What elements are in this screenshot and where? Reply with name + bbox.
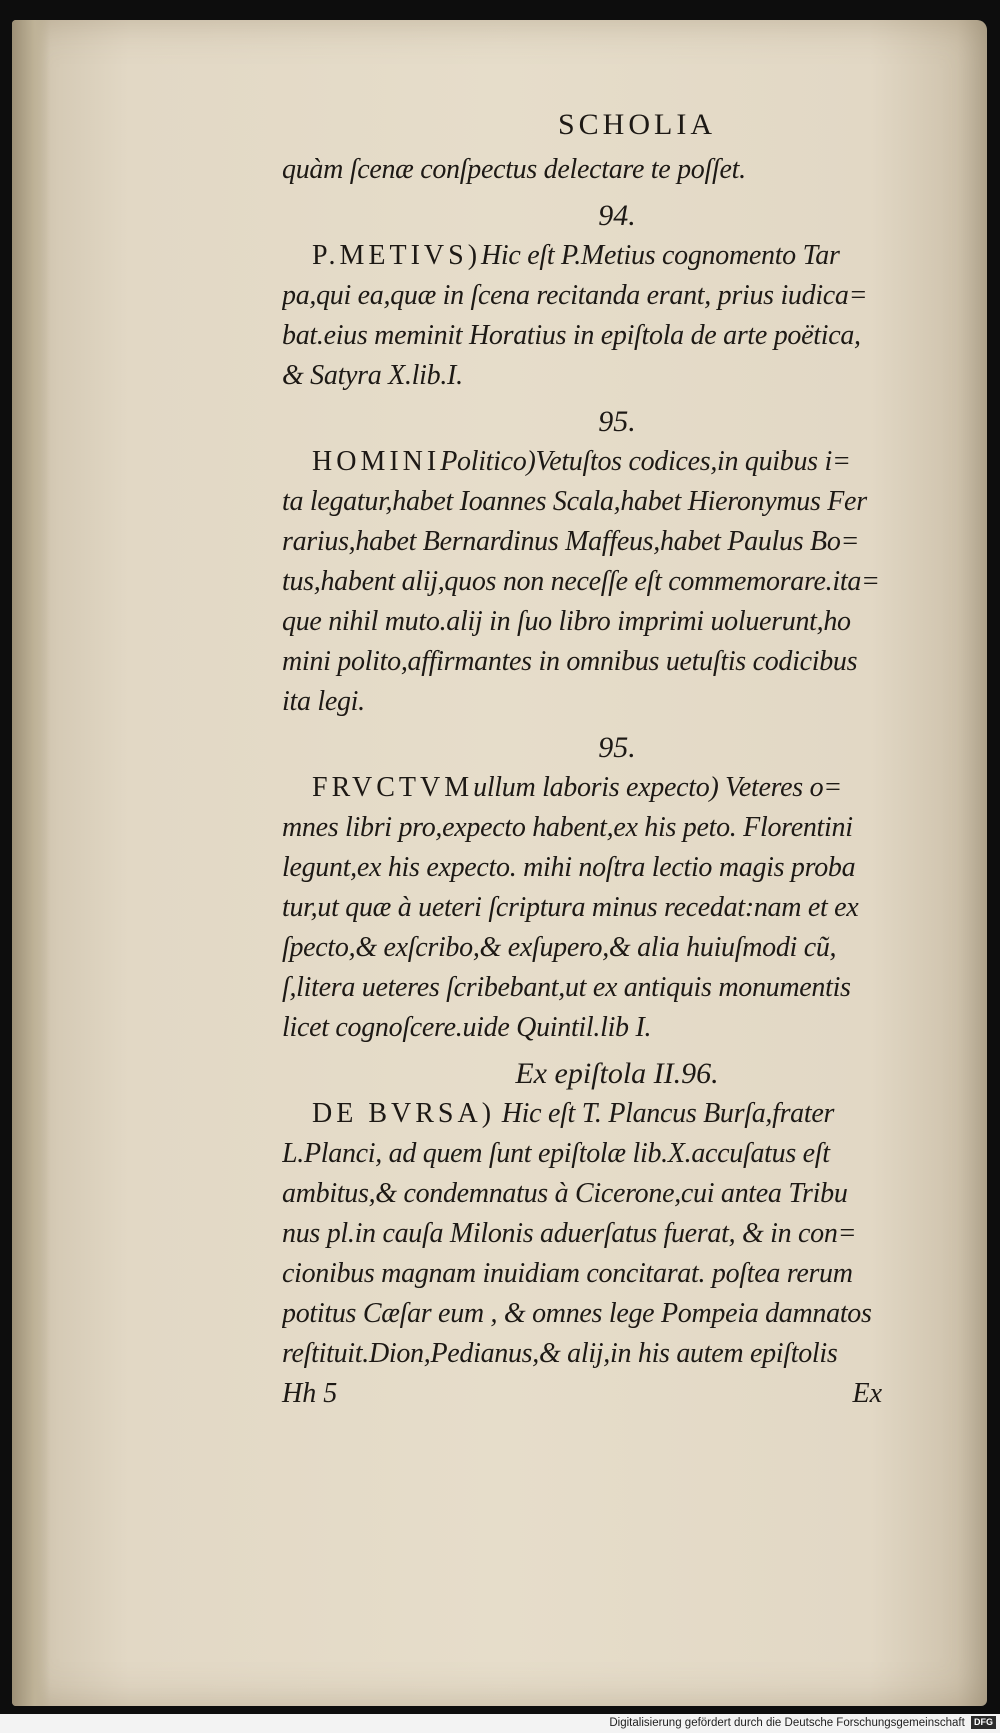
text-line xyxy=(282,642,952,682)
text-line xyxy=(282,356,952,396)
catchword: Ex xyxy=(852,1378,882,1409)
line-text: tur,ut quæ à ueteri ſcriptura minus recedat:nam et ex xyxy=(282,892,859,923)
note-number: Ex epiſtola II.96. xyxy=(515,1057,719,1090)
line-text: Hic eſt T. Plancus Burſa,frater xyxy=(495,1098,835,1129)
text-line xyxy=(282,1094,952,1134)
line-text: mnes libri pro,expecto habent,ex his peto. Florentini xyxy=(282,812,853,843)
line-text: ſpecto,& exſcribo,& exſupero,& alia huiuſmodi cũ, xyxy=(282,932,837,963)
note-number: 95. xyxy=(598,731,636,764)
lemma-caps: DE BVRSA) xyxy=(312,1098,496,1129)
line-text: ambitus,& condemnatus à Cicerone,cui antea Tribu xyxy=(282,1178,848,1209)
lemma-caps: HOMINI xyxy=(312,446,441,477)
line-text: ſ,litera ueteres ſcribebant,ut ex antiquis monumentis xyxy=(282,972,851,1003)
text-line xyxy=(282,522,952,562)
text-line xyxy=(282,1134,952,1174)
text-line xyxy=(282,848,952,888)
text-line xyxy=(282,1334,952,1374)
text-line xyxy=(282,1294,952,1334)
line-text: ita legi. xyxy=(282,686,365,717)
text-line xyxy=(282,1214,952,1254)
line-text: mini polito,affirmantes in omnibus uetuſtis codicibus xyxy=(282,646,858,677)
page-gutter-edge xyxy=(12,20,50,1706)
text-line xyxy=(282,562,952,602)
line-text: Hic eſt P.Metius cognomento Tar xyxy=(481,240,840,271)
text-line xyxy=(282,602,952,642)
line-text: reſtituit.Dion,Pedianus,& alij,in his autem epiſtolis xyxy=(282,1338,838,1369)
lemma-caps: P.METIVS) xyxy=(312,240,482,271)
running-head: SCHOLIA xyxy=(557,108,716,141)
line-text: legunt,ex his expecto. mihi noſtra lectio magis proba xyxy=(282,852,856,883)
note-number: 94. xyxy=(598,199,636,232)
dfg-logo: DFG xyxy=(971,1716,996,1729)
line-text: ta legatur,habet Ioannes Scala,habet Hieronymus Fer xyxy=(282,486,867,517)
footer-credit-text: Digitalisierung gefördert durch die Deutsche Forschungsgemeinschaft xyxy=(609,1717,965,1729)
line-text: quàm ſcenæ conſpectus delectare te poſſet. xyxy=(282,154,746,185)
line-text: licet cognoſcere.uide Quintil.lib I. xyxy=(282,1012,652,1043)
signature-line xyxy=(282,1374,952,1414)
line-text: & Satyra X.lib.I. xyxy=(282,360,463,391)
text-line xyxy=(282,968,952,1008)
text-line xyxy=(282,1174,952,1214)
text-line xyxy=(282,316,952,356)
line-text: tus,habent alij,quos non neceſſe eſt commemorare.ita= xyxy=(282,566,880,597)
line-text: nus pl.in cauſa Milonis aduerſatus fuerat, & in con= xyxy=(282,1218,857,1249)
text-line xyxy=(282,808,952,848)
line-text: potitus Cæſar eum , & omnes lege Pompeia damnatos xyxy=(282,1298,872,1329)
line-text: L.Planci, ad quem ſunt epiſtolæ lib.X.accuſatus eſt xyxy=(282,1138,830,1169)
text-line xyxy=(282,442,952,482)
line-text: Politico)Vetuſtos codices,in quibus i= xyxy=(440,446,851,477)
digitization-footer xyxy=(0,1714,1000,1733)
line-text: que nihil muto.alij in ſuo libro imprimi uoluerunt,ho xyxy=(282,606,851,637)
text-line xyxy=(282,482,952,522)
text-line xyxy=(282,768,952,808)
text-line xyxy=(282,236,952,276)
text-line xyxy=(282,150,952,190)
line-text: pa,qui ea,quæ in ſcena recitanda erant, prius iudica= xyxy=(282,280,868,311)
line-text: ullum laboris expecto) Veteres o= xyxy=(473,772,842,803)
text-line xyxy=(282,682,952,722)
page-text-block xyxy=(282,108,952,1414)
line-text: rarius,habet Bernardinus Maffeus,habet Paulus Bo= xyxy=(282,526,860,557)
text-line xyxy=(282,1254,952,1294)
text-line xyxy=(282,888,952,928)
text-line xyxy=(282,276,952,316)
lemma-caps: FRVCTVM xyxy=(312,772,474,803)
signature-mark: Hh 5 xyxy=(282,1378,338,1409)
line-text: bat.eius meminit Horatius in epiſtola de arte poëtica, xyxy=(282,320,861,351)
text-line xyxy=(282,928,952,968)
note-number: 95. xyxy=(598,405,636,438)
line-text: cionibus magnam inuidiam concitarat. poſtea rerum xyxy=(282,1258,853,1289)
text-line xyxy=(282,1008,952,1048)
text-lines xyxy=(282,150,952,1374)
